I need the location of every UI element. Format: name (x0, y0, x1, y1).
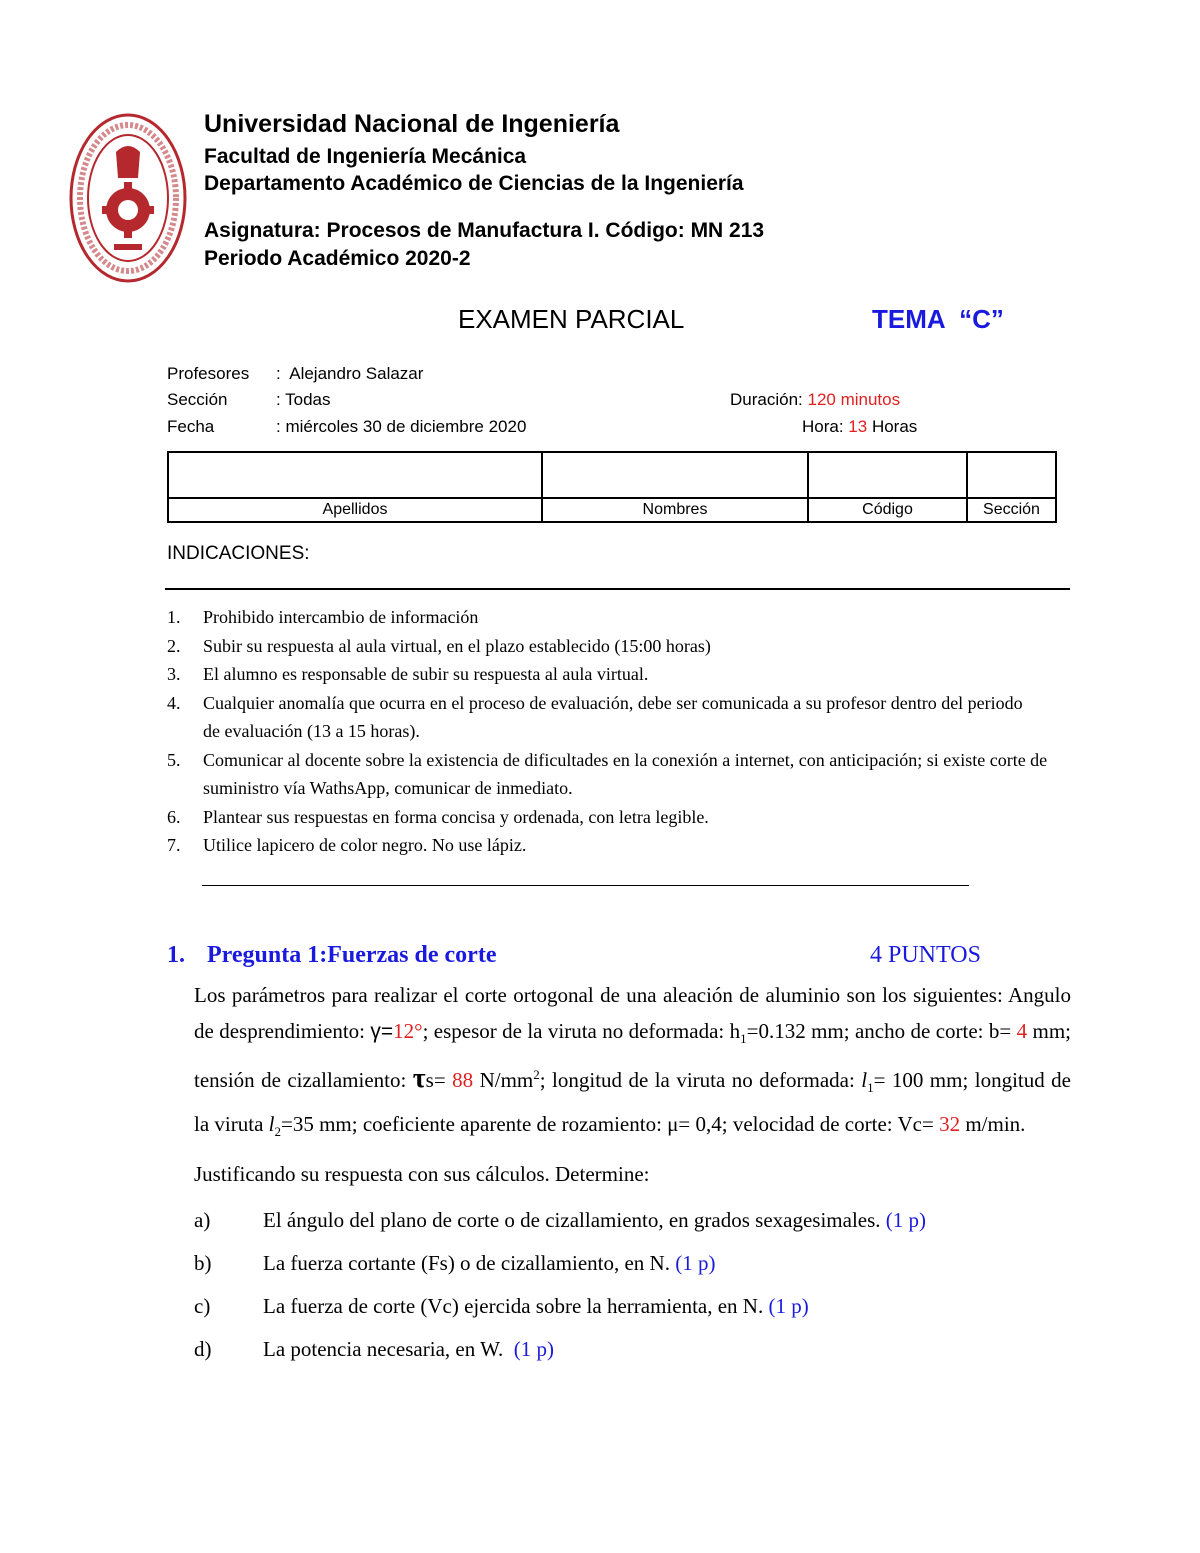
list-number: 7. (167, 835, 181, 855)
body-text: =0.132 mm; ancho de corte: b= (746, 1019, 1017, 1043)
subject-line: Asignatura: Procesos de Manufactura I. Código: MN 213 (204, 219, 765, 242)
date-label: Fecha (167, 417, 215, 436)
list-text: Plantear sus respuestas en forma concisa y ordenada, con letra legible. (203, 806, 709, 827)
time-label: Hora: (802, 417, 849, 436)
list-number: 3. (167, 664, 181, 684)
exam-tema: TEMA “C” (872, 304, 1004, 334)
sub-question-d (194, 1337, 554, 1362)
table-header-codigo: Código (808, 498, 967, 522)
list-number: 6. (167, 806, 181, 827)
sub-points: (1 p) (768, 1294, 809, 1318)
list-item (167, 632, 1072, 661)
question-title (167, 942, 496, 969)
indicaciones-list (167, 603, 1072, 860)
sub-question-b (194, 1251, 715, 1276)
sub-points: (1 p) (885, 1208, 927, 1232)
professors-label: Profesores (167, 364, 250, 383)
subscript: 1 (740, 1031, 747, 1047)
indicaciones-title: INDICACIONES: (167, 543, 310, 564)
section-value: : Todas (276, 390, 331, 409)
sub-letter: b) (194, 1251, 212, 1275)
list-text: Subir su respuesta al aula virtual, en el plazo establecido (15:00 horas) (203, 635, 711, 656)
body-text: ; espesor de la viruta no deformada: h (422, 1019, 741, 1043)
time (802, 417, 917, 437)
question-intro: Justificando su respuesta con sus cálculos. Determine: (194, 1162, 650, 1186)
university-name: Universidad Nacional de Ingeniería (204, 110, 620, 138)
body-text: = (433, 1068, 453, 1093)
department-name: Departamento Académico de Ciencias de la Ingeniería (204, 172, 744, 195)
width-value: 4 (1016, 1019, 1028, 1043)
list-number: 1. (167, 607, 181, 627)
university-seal-logo (68, 112, 188, 284)
table-header-nombres: Nombres (542, 498, 808, 522)
list-text: El alumno es responsable de subir su respuesta al aula virtual. (203, 664, 649, 684)
list-item (167, 746, 1072, 803)
sub-letter: c) (194, 1294, 211, 1318)
duration (730, 390, 900, 410)
apellidos-field[interactable] (168, 452, 542, 498)
list-item (167, 689, 1072, 746)
professors-value: : Alejandro Salazar (276, 364, 424, 383)
nombres-field[interactable] (542, 452, 808, 498)
list-text: Utilice lapicero de color negro. No use lápiz. (203, 835, 527, 855)
length-symbol: l (268, 1112, 275, 1137)
question-points: 4 PUNTOS (870, 942, 981, 968)
sub-points: (1 p) (675, 1251, 716, 1275)
table-header-seccion: Sección (967, 498, 1056, 522)
table-row-labels (168, 498, 1056, 522)
sub-text: La fuerza cortante (Fs) o de cizallamiento, en N. (263, 1251, 676, 1275)
tau-subscript: s (425, 1068, 434, 1093)
body-text: ; longitud de la viruta no deformada: (539, 1068, 862, 1093)
duration-value: 120 minutos (807, 390, 901, 409)
question-body (194, 977, 1071, 1151)
time-unit: Horas (867, 417, 918, 436)
list-text: Comunicar al docente sobre la existencia de dificultades en la conexión a internet, con anticipación; si existe corte de suministro vía WathsApp, comunicar de inmediato. (203, 749, 1048, 798)
student-data-table (167, 451, 1057, 523)
body-text: m/min. (960, 1112, 1026, 1137)
codigo-field[interactable] (808, 452, 967, 498)
divider (202, 885, 969, 886)
list-text: Prohibido intercambio de información (203, 607, 479, 627)
subscript: 2 (274, 1124, 281, 1140)
period-line: Periodo Académico 2020-2 (204, 247, 471, 270)
shear-stress-value: 88 (452, 1068, 474, 1093)
tau-symbol: τ (412, 1063, 426, 1095)
list-item (167, 660, 1072, 689)
section-label: Sección (167, 390, 228, 409)
list-number: 2. (167, 635, 181, 656)
sub-question-c (194, 1294, 809, 1319)
sub-letter: d) (194, 1337, 212, 1361)
body-text: Los parámetros para realizar el corte ortogonal de una aleación de aluminio son los siguientes: Angulo de desprendimiento: (194, 983, 1071, 1043)
sub-points: (1 p) (513, 1337, 554, 1361)
divider (165, 588, 1070, 590)
gamma-symbol: γ= (370, 1020, 394, 1043)
duration-label: Duración: (730, 390, 808, 409)
table-row-blank (168, 452, 1056, 498)
exam-title: EXAMEN PARCIAL (458, 304, 685, 334)
list-number: 5. (167, 749, 181, 770)
body-text: mm; tensión de cizallamiento: (194, 1019, 1072, 1093)
sub-question-a (194, 1208, 926, 1233)
faculty-name: Facultad de Ingeniería Mecánica (204, 145, 527, 168)
seccion-field[interactable] (967, 452, 1056, 498)
question-title-text: Pregunta 1:Fuerzas de corte (207, 942, 497, 968)
list-item (167, 831, 1072, 860)
cutting-speed-value: 32 (939, 1112, 961, 1137)
body-text: = 100 mm; longitud de la viruta (194, 1068, 1072, 1137)
sub-letter: a) (194, 1208, 211, 1232)
date-value: : miércoles 30 de diciembre 2020 (276, 417, 527, 436)
body-text: N/mm (473, 1068, 534, 1093)
question-number: 1. (167, 942, 185, 968)
list-number: 4. (167, 692, 181, 713)
sub-text: El ángulo del plano de corte o de cizallamiento, en grados sexagesimales. (263, 1208, 886, 1232)
list-item (167, 803, 1072, 832)
sub-text: La fuerza de corte (Vc) ejercida sobre la herramienta, en N. (263, 1294, 769, 1318)
time-value: 13 (848, 417, 868, 436)
gamma-value: 12° (393, 1019, 423, 1043)
body-text: =35 mm; coeficiente aparente de rozamiento: μ= 0,4; velocidad de corte: Vc= (280, 1112, 940, 1137)
list-text: Cualquier anomalía que ocurra en el proceso de evaluación, debe ser comunicada a su profesor dentro del periodo de evaluación (13 a 15 horas). (203, 692, 1023, 741)
superscript: 2 (533, 1067, 540, 1083)
subscript: 1 (867, 1080, 874, 1096)
list-item (167, 603, 1072, 632)
length-symbol: l (861, 1068, 868, 1093)
sub-text: La potencia necesaria, en W. (263, 1337, 514, 1361)
table-header-apellidos: Apellidos (168, 498, 542, 522)
